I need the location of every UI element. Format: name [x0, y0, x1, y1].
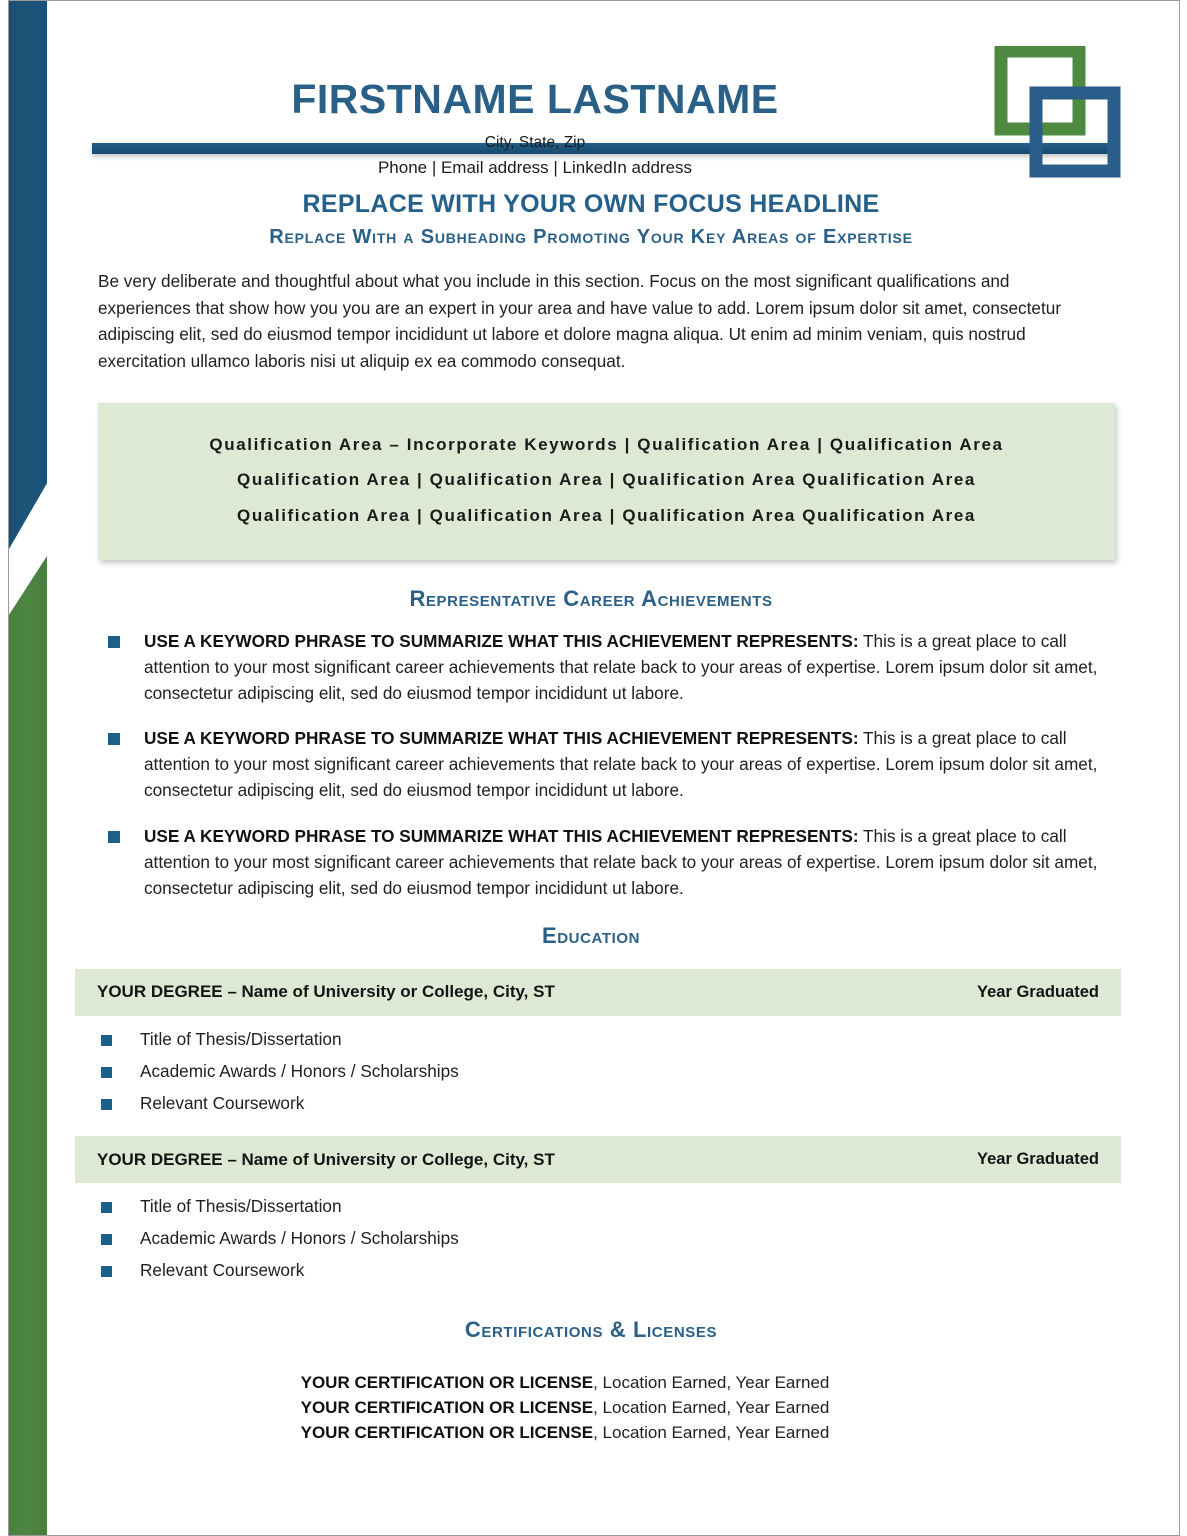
education-bullet-text: Academic Awards / Honors / Scholarships: [140, 1060, 459, 1081]
certification-name: YOUR CERTIFICATION OR LICENSE: [300, 1397, 594, 1417]
education-degree-bar: [75, 1136, 1121, 1183]
contact-details: Phone | Email address | LinkedIn address: [377, 157, 693, 177]
education-entry: [75, 1136, 1125, 1283]
education-bullet-text: Title of Thesis/Dissertation: [140, 1028, 342, 1049]
section-heading-certifications: Certifications & Licenses: [464, 1316, 718, 1342]
achievement-lead: USE A KEYWORD PHRASE TO SUMMARIZE WHAT THIS ACHIEVEMENT REPRESENTS:: [144, 825, 859, 846]
education-degree: YOUR DEGREE – Name of University or College, City, ST: [97, 1149, 555, 1169]
achievement-body: This is a great place to call attention to your most significant career achievements that relate back to your areas of expertise. Lorem ipsum dolor sit amet, consectetur adipiscing elit, sed do eiusmod tempor incididunt ut labore.: [144, 630, 1098, 703]
education-bullet-text: Relevant Coursework: [140, 1259, 305, 1280]
two-overlapping-squares-logo-icon: [985, 46, 1123, 186]
square-bullet-icon: [101, 1035, 112, 1046]
achievement-text: [144, 725, 1105, 803]
square-bullet-icon: [101, 1202, 112, 1213]
list-item: [75, 1059, 1125, 1085]
achievement-text: [144, 823, 1105, 901]
achievement-lead: USE A KEYWORD PHRASE TO SUMMARIZE WHAT THIS ACHIEVEMENT REPRESENTS:: [144, 728, 859, 749]
achievement-body: This is a great place to call attention to your most significant career achievements that relate back to your areas of expertise. Lorem ipsum dolor sit amet, consectetur adipiscing elit, sed do eiusmod tempor incididunt ut labore.: [144, 825, 1098, 898]
achievement-text: [144, 628, 1105, 706]
square-bullet-icon: [108, 636, 120, 648]
achievement-body: This is a great place to call attention to your most significant career achievements that relate back to your areas of expertise. Lorem ipsum dolor sit amet, consectetur adipiscing elit, sed do eiusmod tempor incididunt ut labore.: [144, 728, 1098, 801]
section-heading-achievements: Representative Career Achievements: [409, 585, 773, 611]
certification-detail: , Location Earned, Year Earned: [593, 1423, 830, 1443]
qualification-areas-box: [98, 403, 1115, 560]
left-green-stripe-decoration: [9, 556, 47, 1535]
square-bullet-icon: [108, 733, 120, 745]
achievement-item: [98, 628, 1105, 706]
education-bullet-text: Academic Awards / Honors / Scholarships: [140, 1228, 459, 1249]
certification-item: [75, 1395, 1055, 1420]
focus-headline: REPLACE WITH YOUR OWN FOCUS HEADLINE: [302, 190, 880, 218]
list-item: [75, 1194, 1125, 1220]
left-blue-stripe-decoration: [9, 1, 47, 549]
certification-detail: , Location Earned, Year Earned: [593, 1372, 830, 1392]
focus-subheadline: Replace With a Subheading Promoting Your Key Areas of Expertise: [269, 226, 913, 248]
education-year: Year Graduated: [977, 1150, 1099, 1169]
achievement-lead: USE A KEYWORD PHRASE TO SUMMARIZE WHAT THIS ACHIEVEMENT REPRESENTS:: [144, 630, 859, 651]
qualification-line: Qualification Area – Incorporate Keywords | Qualification Area | Qualification Area: [209, 434, 1004, 454]
qualification-line: Qualification Area | Qualification Area | Qualification Area Qualification Area: [237, 470, 976, 490]
achievements-list: [98, 628, 1105, 901]
education-year: Year Graduated: [977, 982, 1099, 1001]
list-item: [75, 1027, 1125, 1053]
education-entry: [75, 969, 1125, 1116]
education-degree-bar: [75, 969, 1121, 1016]
section-heading-education: Education: [541, 922, 641, 948]
achievement-item: [98, 725, 1105, 803]
contact-block: [75, 132, 1125, 180]
resume-content: [75, 0, 1125, 1536]
candidate-name: FIRSTNAME LASTNAME: [291, 76, 779, 122]
certifications-list: [75, 1370, 1125, 1445]
qualification-line: Qualification Area | Qualification Area | Qualification Area Qualification Area: [237, 506, 976, 525]
contact-location: City, State, Zip: [484, 134, 586, 152]
square-bullet-icon: [101, 1266, 112, 1277]
achievement-item: [98, 823, 1105, 901]
list-item: [75, 1091, 1125, 1117]
certification-item: [75, 1420, 1055, 1445]
education-bullet-list: [75, 1194, 1125, 1283]
certification-detail: , Location Earned, Year Earned: [593, 1397, 830, 1417]
education-bullet-text: Relevant Coursework: [140, 1092, 305, 1113]
education-bullet-text: Title of Thesis/Dissertation: [140, 1196, 342, 1217]
square-bullet-icon: [101, 1234, 112, 1245]
resume-header: [75, 0, 1125, 177]
education-degree: YOUR DEGREE – Name of University or College, City, ST: [97, 982, 555, 1002]
certification-item: [75, 1370, 1055, 1395]
list-item: [75, 1258, 1125, 1284]
education-bullet-list: [75, 1027, 1125, 1116]
certification-name: YOUR CERTIFICATION OR LICENSE: [300, 1372, 594, 1392]
square-bullet-icon: [108, 831, 120, 843]
profile-summary-paragraph: Be very deliberate and thoughtful about what you include in this section. Focus on the most significant qualifications and experiences that show how you you are an expert in your area and have value to add. Lorem ipsum dolor sit amet, consectetur adipiscing elit, sed do eiusmod tempor incididunt ut labore et dolore magna aliqua. Ut enim ad minim veniam, quis nostrud exercitation ullamco laboris nisi ut aliquip ex ea commodo consequat.: [98, 271, 1062, 371]
certification-name: YOUR CERTIFICATION OR LICENSE: [300, 1423, 594, 1443]
square-bullet-icon: [101, 1099, 112, 1110]
square-bullet-icon: [101, 1067, 112, 1078]
list-item: [75, 1226, 1125, 1252]
